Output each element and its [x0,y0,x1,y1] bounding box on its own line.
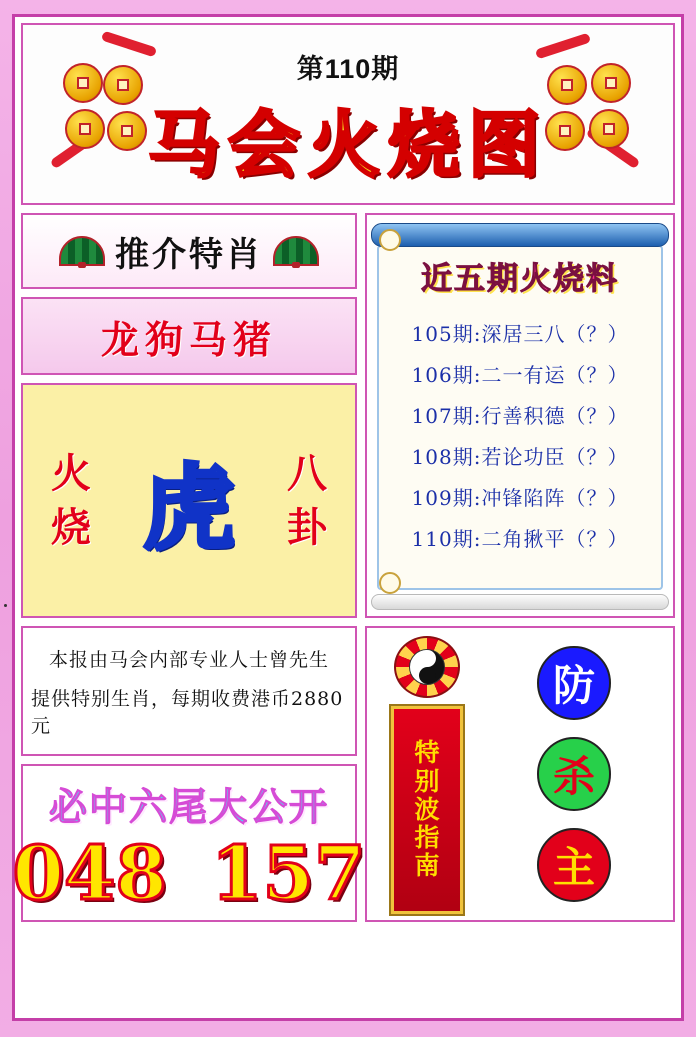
scroll-top-rod [371,223,669,247]
bagua-left-top: 火 [51,449,91,497]
edge-dot [4,604,7,607]
notice-line-1: 本报由马会内部专业人士曾先生 [48,648,329,671]
list-item: 105期:深居三八（？） [411,322,629,346]
zodiac-list: 龙狗马猪 [100,316,277,362]
special-banner [391,706,463,914]
sidebar-panel [365,626,675,922]
badge-fang: 防 [537,646,611,720]
recommend-box [21,213,357,289]
fan-icon [273,236,319,266]
banner-char: 特 [414,738,440,768]
banner-char: 波 [414,794,440,824]
list-item: 108期:若论功臣（？） [411,445,629,469]
numbers-row [12,830,366,917]
bagua-left-bottom: 烧 [51,503,91,551]
bottom-row [12,626,675,922]
banner-char: 指 [414,823,440,853]
issue-number: 第110期 [296,54,400,84]
banner-column [373,634,481,914]
list-item: 106期:二一有运（？） [411,363,629,387]
history-list [375,312,665,558]
bagua-box [21,383,357,618]
bottom-left-column [12,626,366,922]
numbers-title: 必中六尾大公开 [48,783,329,829]
banner-char: 南 [414,851,440,881]
banner-char: 别 [414,766,440,796]
bagua-icon [394,636,460,698]
circle-column [481,634,667,914]
number-right: 157 [211,830,366,917]
bagua-right-top: 八 [287,449,327,497]
numbers-box [12,764,366,922]
number-left: 048 [12,830,167,917]
list-item: 109期:冲锋陷阵（？） [411,486,629,510]
fan-icon [59,236,105,266]
list-item: 110期:二角揪平（？） [411,527,629,551]
title-band [21,23,675,205]
bagua-center-char: 虎 [142,453,235,562]
badge-sha: 杀 [537,737,611,811]
page-title: 马会火烧图 [147,102,548,187]
left-column [21,213,357,618]
bagua-right-text [287,447,327,555]
recommend-label: 推介特肖 [115,234,263,275]
bagua-right-bottom: 卦 [287,503,327,551]
mid-row [21,213,675,618]
scroll-bottom-rod [371,594,669,610]
notice-line-2: 提供特别生肖，每期收费港币2880元 [31,687,344,737]
yinyang-icon [409,649,445,685]
poster-frame [12,14,684,1021]
scroll-curl-icon [379,229,401,251]
history-scroll-panel [365,213,675,618]
scroll-curl-icon [379,572,401,594]
badge-zhu: 主 [537,828,611,902]
notice-box [21,626,357,756]
zodiac-box [21,297,357,375]
list-item: 107期:行善积德（？） [411,404,629,428]
bagua-left-text [51,447,91,555]
history-title: 近五期火烧料 [421,261,619,297]
